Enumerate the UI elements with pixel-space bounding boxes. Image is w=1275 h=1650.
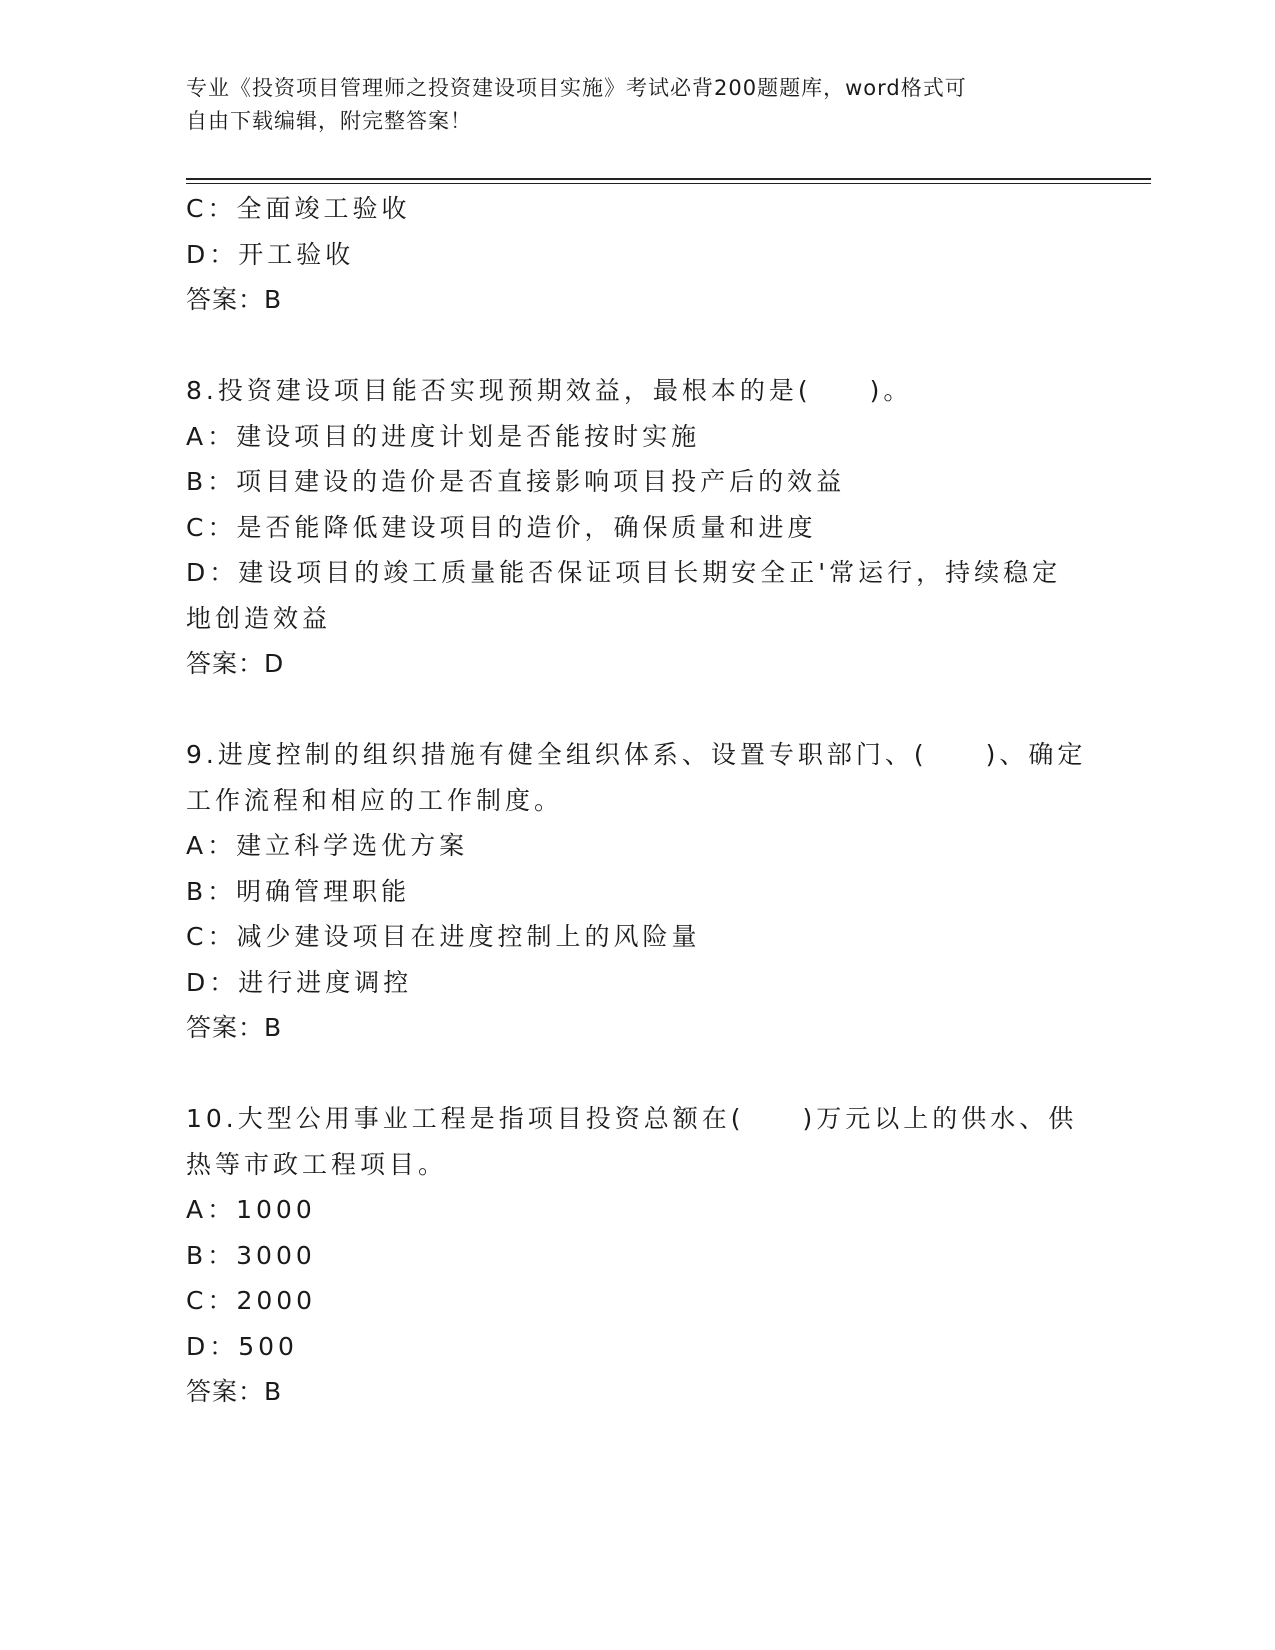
spacer [186,687,1066,733]
question-list [186,186,1087,1415]
question-stem-continuation: 工作流程和相应的工作制度。 [186,785,564,815]
document-header [186,72,1066,138]
option-a: A：建立科学选优方案 [186,831,469,860]
option-b: B：3000 [186,1240,316,1270]
answer-line: 答案：B [186,1013,283,1042]
header-line-1: 专业《投资项目管理师之投资建设项目实施》考试必背200题题库，word格式可 [186,76,967,100]
option-a: A：1000 [186,1195,316,1224]
header-line-2: 自由下载编辑，附完整答案！ [186,109,472,133]
question-10 [186,1096,1078,1415]
option-c: C：全面竣工验收 [186,194,411,223]
option-d: D：建设项目的竣工质量能否保证项目长期安全正'常运行，持续稳定 [186,558,1062,587]
option-c: C：是否能降低建设项目的造价，确保质量和进度 [186,512,817,542]
answer-line: 答案：B [186,285,283,314]
option-d: D：开工验收 [186,239,355,269]
question-8 [186,368,1066,687]
option-a: A：建设项目的进度计划是否能按时实施 [186,421,701,451]
question-9 [186,732,1087,1051]
option-c: C：减少建设项目在进度控制上的风险量 [186,922,701,951]
option-b: B：项目建设的造价是否直接影响项目投产后的效益 [186,467,846,496]
question-stem: 8.投资建设项目能否实现预期效益，最根本的是( )。 [186,376,913,405]
option-d: D：500 [186,1331,298,1361]
header-rule-thick [186,178,1151,180]
question-stem: 9.进度控制的组织措施有健全组织体系、设置专职部门、( )、确定 [186,740,1087,769]
spacer [186,1051,1066,1097]
prev-question-block [186,186,1066,323]
header-rule-thin [186,183,1151,184]
option-b: B：明确管理职能 [186,876,411,906]
option-c: C：2000 [186,1286,317,1315]
question-stem: 10.大型公用事业工程是指项目投资总额在( )万元以上的供水、供 [186,1104,1078,1133]
option-d-continuation: 地创造效益 [186,603,332,633]
answer-line: 答案：B [186,1377,283,1406]
question-stem-continuation: 热等市政工程项目。 [186,1149,448,1179]
answer-line: 答案：D [186,649,285,678]
option-d: D：进行进度调控 [186,967,413,997]
spacer [186,323,1066,369]
